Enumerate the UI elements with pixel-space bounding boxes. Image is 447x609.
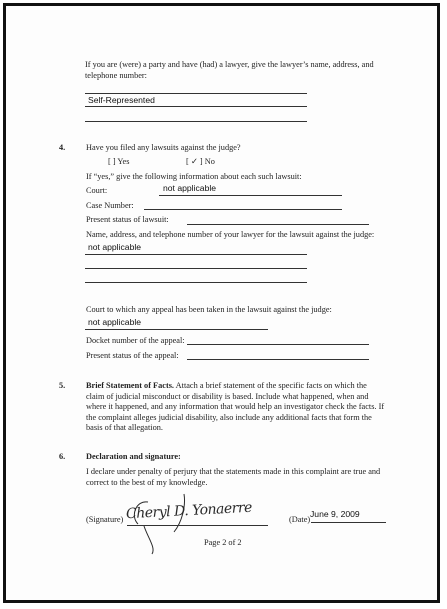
lawsuit-status-line [187,224,369,225]
appeal-court-label: Court to which any appeal has been taken in the lawsuit against the judge: [86,305,332,314]
q5-number: 5. [59,381,66,390]
lawsuit-lawyer-line-2 [85,268,307,269]
lawsuit-lawyer-line-3 [85,282,307,283]
date-label: (Date) [289,515,311,524]
handwritten-signature: Cheryl D. Yonaerre [125,499,253,523]
appeal-court-value[interactable]: not applicable [88,317,142,327]
lawsuit-status-label: Present status of lawsuit: [86,215,169,224]
lawyer-line-3 [85,121,307,122]
yes-checkbox[interactable]: [ ] Yes [108,157,130,166]
lawsuit-lawyer-line-1 [85,254,307,255]
date-line [311,522,386,523]
lawsuit-lawyer-label: Name, address, and telephone number of your lawyer for the lawsuit against the judge: [86,230,375,239]
appeal-court-line [85,329,268,330]
lawyer-value[interactable]: Self-Represented [88,95,155,105]
lawyer-prompt: If you are (were) a party and have (had) a lawyer, give the lawyer’s name, address, and telephone number: [85,60,374,80]
q6-body: I declare under penalty of perjury that the statements made in this complaint are true and correct to the best of my knowledge. [86,467,381,487]
page-footer: Page 2 of 2 [204,538,242,547]
appeal-status-label: Present status of the appeal: [86,351,179,360]
q4-number: 4. [59,143,66,152]
docket-line [187,344,369,345]
case-number-label: Case Number: [86,201,134,210]
q5-paragraph [86,381,386,434]
case-number-line [144,209,342,210]
q5-title: Brief Statement of Facts. [86,381,175,390]
signature-line [127,525,268,526]
no-checkbox[interactable]: [ ✓ ] No [186,157,215,166]
signature-strokes [126,486,266,556]
docket-label: Docket number of the appeal: [86,336,185,345]
court-label: Court: [86,186,108,195]
q5-body: Attach a brief statement of the specific facts on which the claim of judicial misconduct or disability is based. Include what happened, when and where it happened, and any information that would help an investigator check the facts. If the complaint alleges judicial disability, also include any additional facts that form the basis of that allegation. [86,381,385,432]
court-value[interactable]: not applicable [163,183,217,193]
date-value[interactable]: June 9, 2009 [310,509,360,519]
q6-title: Declaration and signature: [86,452,181,461]
document-page [3,3,440,603]
lawyer-line-2 [85,106,307,107]
if-yes-text: If “yes,” give the following information about each such lawsuit: [86,172,302,181]
q6-number: 6. [59,452,66,461]
lawyer-line-1 [85,93,307,94]
appeal-status-line [187,359,369,360]
q4-question: Have you filed any lawsuits against the judge? [86,143,241,152]
lawsuit-lawyer-value[interactable]: not applicable [88,242,142,252]
signature-label: (Signature) [86,515,124,524]
court-line [159,195,342,196]
